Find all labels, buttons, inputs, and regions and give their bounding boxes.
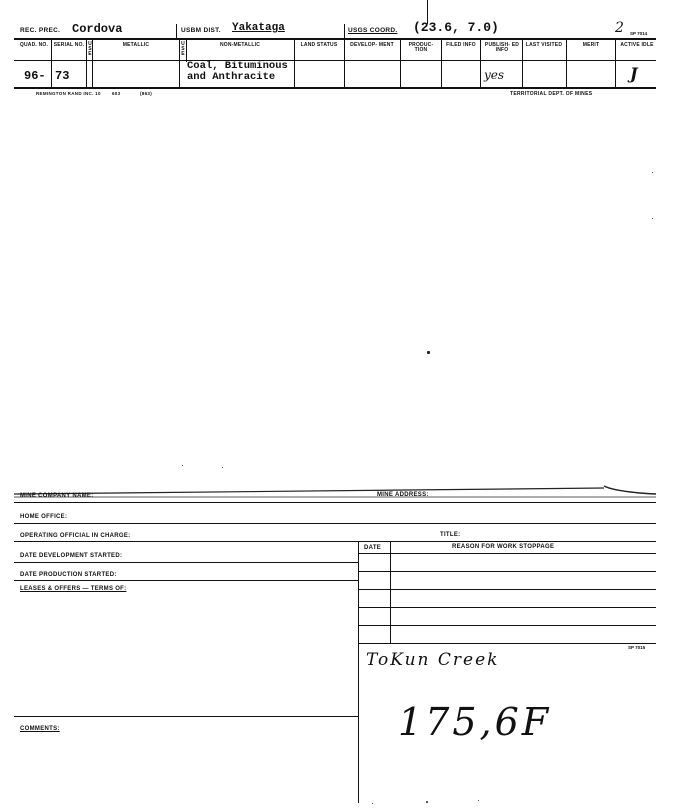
date-prod-label: DATE PRODUCTION STARTED: — [20, 572, 117, 578]
header-last-visited: LAST VISITED — [525, 42, 563, 48]
rec-prec-value: Cordova — [72, 22, 123, 36]
home-office-label: HOME OFFICE: — [20, 514, 68, 520]
printer-note: REMINGTON RAND INC. 10 — [36, 91, 101, 96]
printer-code-2: (863) — [140, 91, 153, 96]
usbm-dist-value: Yakataga — [232, 22, 285, 34]
rec-prec-label: REC. PREC. — [20, 27, 61, 34]
active-idle-mark: J — [630, 64, 638, 83]
date-column-label: DATE — [364, 545, 382, 551]
usgs-coord-value: (23.6, 7.0) — [413, 20, 499, 35]
speck — [427, 351, 430, 354]
non-metallic-line2: and Anthracite — [187, 71, 276, 83]
card-number: 2 — [615, 20, 624, 36]
leases-label: LEASES & OFFERS — TERMS OF: — [20, 586, 127, 592]
header-quad-no: QUAD. NO. — [19, 42, 49, 48]
mine-company-label: MINE COMPANY NAME: — [20, 493, 94, 499]
speck — [182, 465, 183, 466]
speck — [478, 800, 479, 801]
usgs-coord-label: USGS COORD. — [348, 27, 398, 34]
header-production: PRODUC- TION — [408, 42, 434, 53]
mine-address-label: MINE ADDRESS: — [377, 492, 429, 498]
speck — [372, 803, 373, 804]
form-code-top: SP 7014 — [630, 31, 648, 36]
speck — [222, 467, 223, 468]
header-use-metallic: U S E — [88, 41, 92, 57]
comments-label: COMMENTS: — [20, 726, 60, 732]
published-info-value: yes — [484, 68, 505, 82]
form-code-bottom: SP 7015 — [628, 645, 646, 650]
usbm-dist-label: USBM DIST. — [181, 27, 221, 34]
serial-no-value: 73 — [55, 69, 70, 83]
speck — [652, 218, 653, 219]
header-serial-no: SERIAL NO. — [53, 42, 85, 48]
handwritten-location: ToKun Creek — [366, 650, 500, 670]
handwritten-number: 175,6F — [398, 700, 552, 744]
header-published-info: PUBLISH- ED INFO — [484, 42, 520, 53]
date-dev-label: DATE DEVELOPMENT STARTED: — [20, 553, 123, 559]
row1-bottom-rule — [14, 38, 656, 40]
non-metallic-line1: Coal, Bituminous — [187, 60, 288, 72]
row2-bottom-rule — [14, 87, 656, 89]
quad-no-value: 96- — [24, 69, 46, 83]
card-top-edge — [14, 480, 658, 500]
header-development: DEVELOP- MENT — [350, 42, 394, 48]
reason-column-label: REASON FOR WORK STOPPAGE — [452, 544, 555, 550]
header-active-idle: ACTIVE IDLE — [620, 42, 654, 48]
territorial-dept: TERRITORIAL DEPT. OF MINES — [510, 91, 593, 97]
printer-code-1: 603 — [112, 91, 121, 96]
header-filed-info: FILED INFO — [446, 42, 476, 48]
center-divider — [358, 541, 359, 803]
header-non-metallic: NON-METALLIC — [219, 42, 261, 48]
title-label: TITLE: — [440, 532, 461, 538]
header-merit: MERIT — [582, 42, 600, 48]
speck — [652, 172, 653, 173]
header-metallic: METALLIC — [122, 42, 150, 48]
speck — [426, 801, 428, 803]
header-use-nonmetallic: U S E — [181, 41, 185, 57]
operating-official-label: OPERATING OFFICIAL IN CHARGE: — [20, 533, 131, 539]
header-land-status: LAND STATUS — [300, 42, 338, 48]
